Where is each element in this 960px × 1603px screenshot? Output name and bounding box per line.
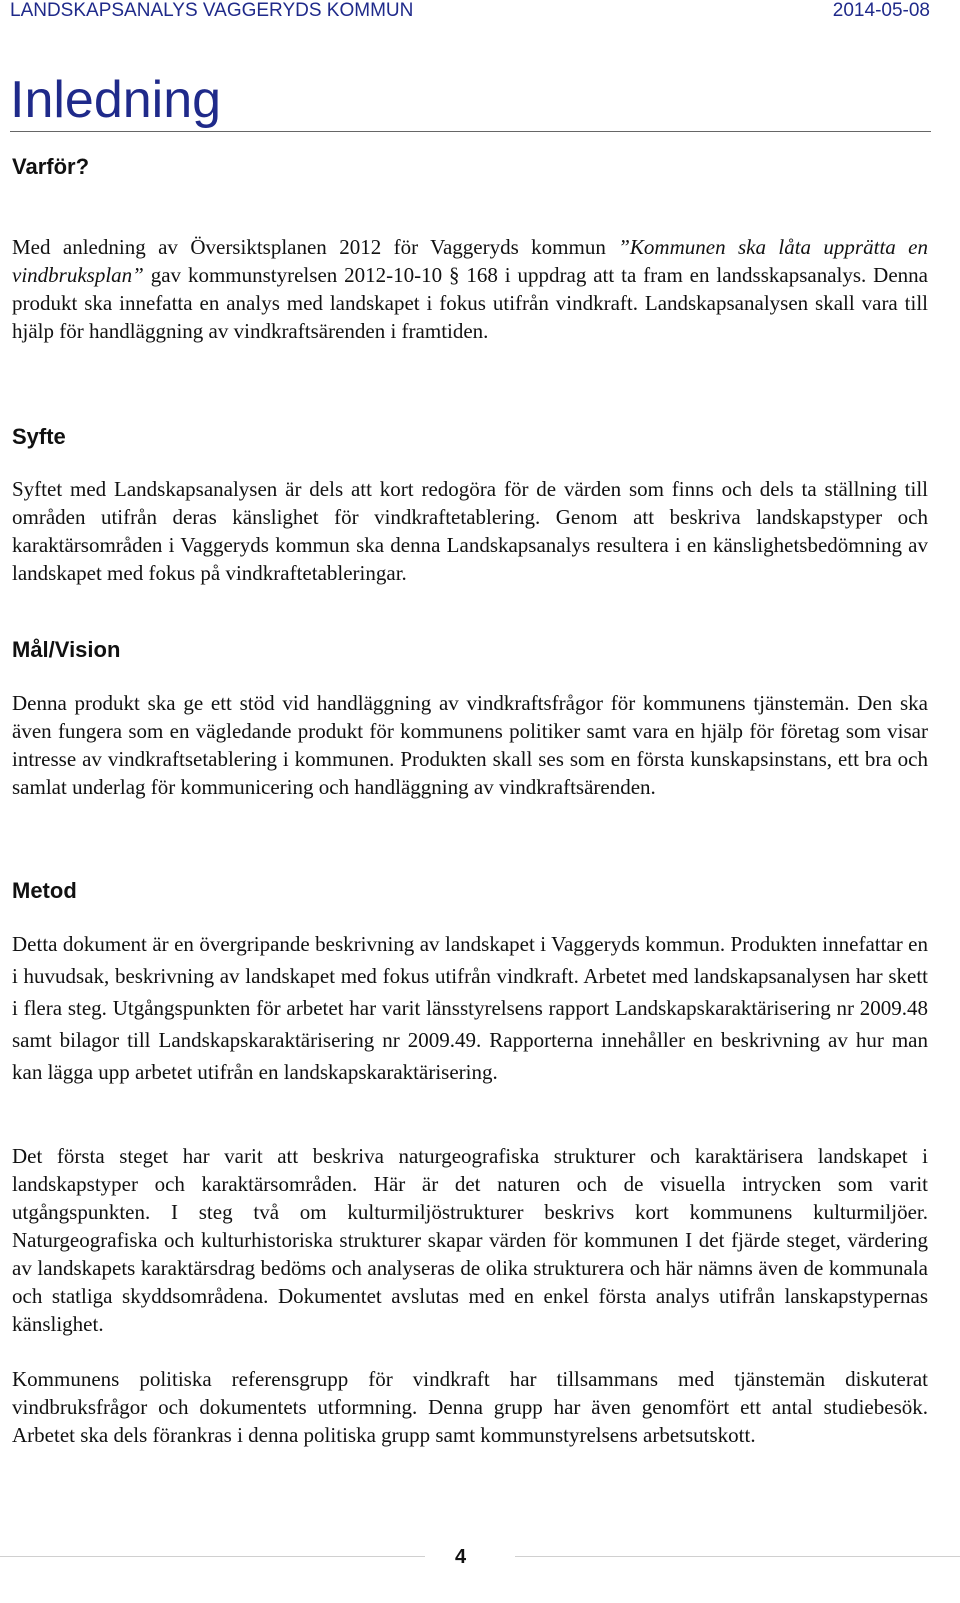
paragraph-varfor-part2: gav kommunstyrelsen 2012-10-10 § 168 i uppdrag att ta fram en landsskapsanalys. Denna produkt ska innefatta en analys med landskapet i fokus utifrån vindkraft. Landskapsanalysen skall vara till hjälp för handläggning av vindkraftsärenden i framtiden. — [12, 263, 928, 343]
heading-syfte: Syfte — [12, 424, 66, 449]
heading-mal-vision: Mål/Vision — [12, 637, 121, 662]
paragraph-metod-1: Detta dokument är en övergripande beskrivning av landskapet i Vaggeryds kommun. Produkten innefattar en i huvudsak, beskrivning av landskapet med fokus utifrån vindkraft. Arbetet med landskapsanalysen har skett i flera steg. Utgångspunkten för arbetet har varit länsstyrelsens rapport Landskapskaraktärisering nr 2009.48 samt bilagor till Landskapskaraktärisering nr 2009.49. Rapporterna innehåller en beskrivning av hur man kan lägga upp arbetet utifrån en landskapskaraktärisering. — [12, 932, 928, 1084]
header-date: 2014-05-08 — [832, 0, 930, 21]
page-footer — [0, 1538, 960, 1598]
running-header — [0, 0, 960, 24]
paragraph-varfor-part1: Med anledning av Översiktsplanen 2012 för Vaggeryds kommun — [12, 235, 619, 259]
footer-rule-right — [515, 1556, 960, 1557]
page-title: Inledning — [10, 71, 222, 129]
page-number: 4 — [455, 1546, 467, 1568]
footer-rule-left — [0, 1556, 425, 1557]
paragraph-varfor-quote: ”Kommunen ska låta upprätta en vindbruksplan” — [12, 235, 929, 287]
paragraph-metod-3: Kommunens politiska referensgrupp för vindkraft har tillsammans med tjänstemän diskuterat vindbruksfrågor och dokumentets utformning. Denna grupp har även genomfört ett antal studiebesök. Arbetet ska dels förankras i denna politiska grupp samt kommunstyrelsens arbetsutskott. — [12, 1367, 928, 1447]
heading-varfor: Varför? — [12, 154, 90, 179]
paragraph-mal-vision: Denna produkt ska ge ett stöd vid handläggning av vindkraftsfrågor för kommunens tjänstemän. Den ska även fungera som en vägledande produkt för kommunens politiker samt vara en hjälp för företag som visar intresse av vindkraftsetablering i kommunen. Produkten skall ses som en första kunskapsinstans, ett bra och samlat underlag för kommunicering och handläggning av vindkraftsärenden. — [12, 691, 928, 799]
paragraph-syfte: Syftet med Landskapsanalysen är dels att kort redogöra för de värden som finns och dels ta ställning till områden utifrån deras känslighet för vindkraftetablering. Genom att beskriva landskapstyper och karaktärsområden i Vaggeryds kommun ska denna Landskapsanalys resultera i en känslighetsbedömning av landskapet med fokus på vindkraftetableringar. — [12, 477, 928, 585]
header-title: LANDSKAPSANALYS VAGGERYDS KOMMUN — [10, 0, 414, 21]
title-divider — [10, 131, 931, 132]
paragraph-metod-2: Det första steget har varit att beskriva naturgeografiska strukturer och karaktärisera landskapet i landskapstyper och karaktärsområden. Här är det naturen och de visuella intrycken som varit utgångspunkten. I steg två om kulturmiljöstrukturer beskrivs kort kommunens kulturmiljöer. Naturgeografiska och kulturhistoriska strukturer skapar värden för kommunen I det fjärde steget, värdering av landskapets karaktärsdrag bedöms och analyseras de olika strukturera och här nämns även de kommunala och statliga skyddsområdena. Dokumentet avslutas med en enkel första analys utifrån lanskapstypernas känslighet. — [12, 1144, 928, 1336]
paragraph-varfor — [12, 233, 928, 345]
heading-metod: Metod — [12, 878, 77, 903]
